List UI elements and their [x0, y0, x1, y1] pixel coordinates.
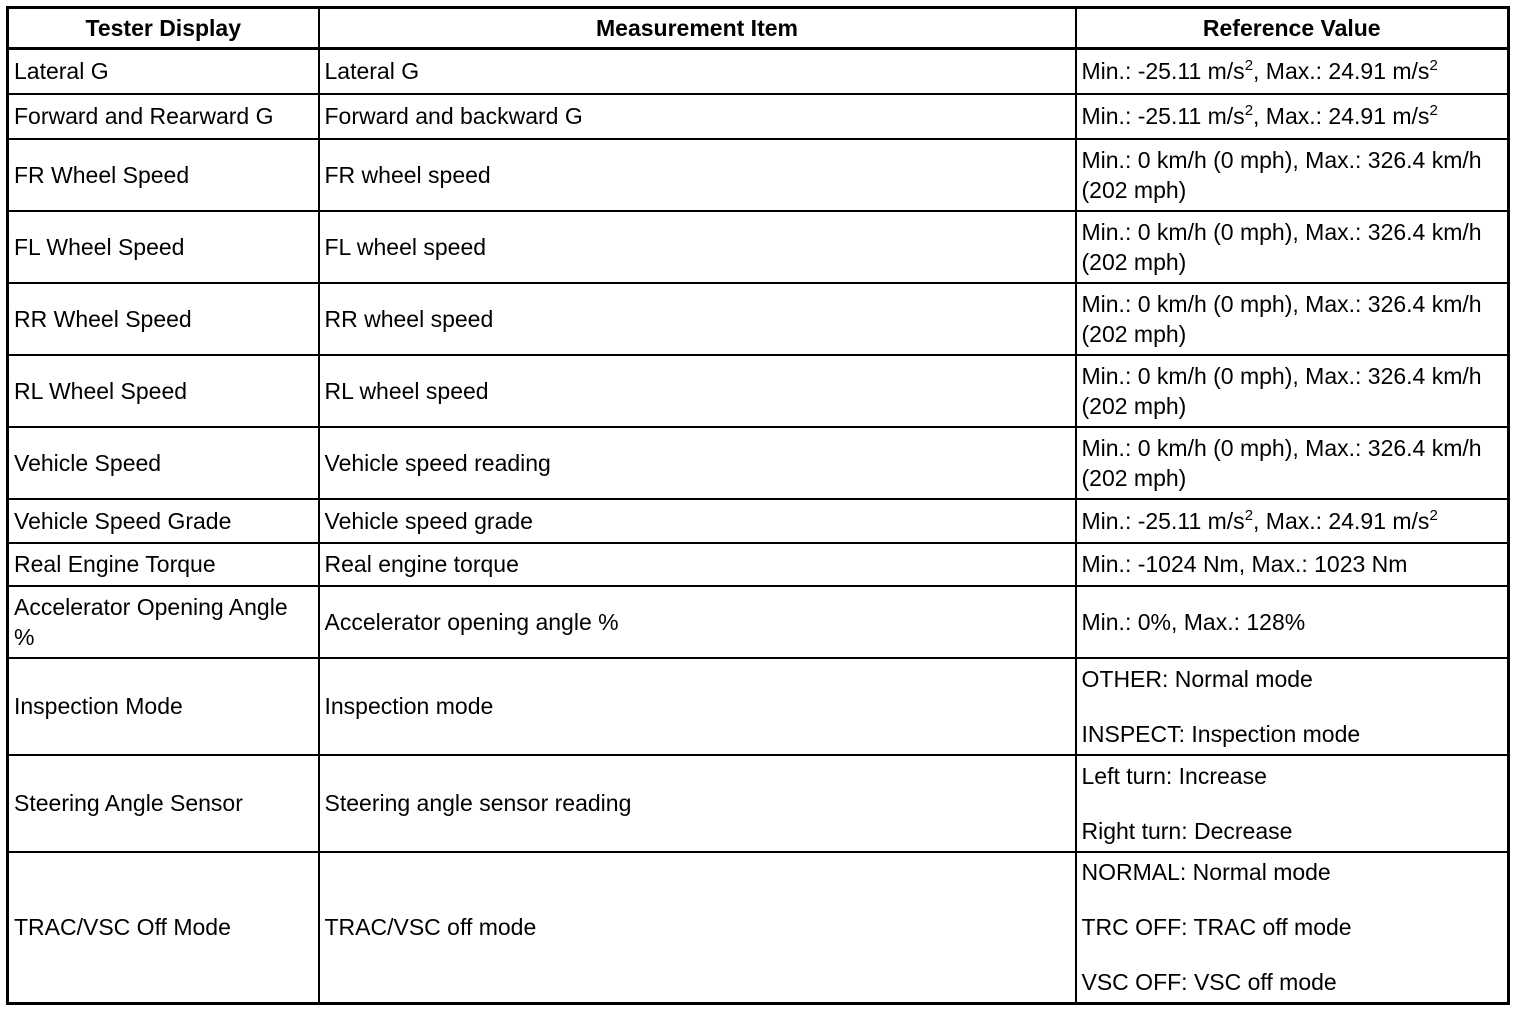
tester-display-cell: Real Engine Torque: [8, 543, 319, 586]
table-row: [8, 49, 1509, 94]
reference-value-cell: [1076, 543, 1509, 586]
header-reference-value: Reference Value: [1076, 8, 1509, 49]
reference-value-line: OTHER: Normal mode: [1081, 665, 1313, 692]
measurement-item-cell: Inspection mode: [319, 658, 1076, 755]
data-list-table: [6, 6, 1510, 1005]
reference-value-cell: [1076, 139, 1509, 211]
measurement-item-cell: FL wheel speed: [319, 211, 1076, 283]
tester-display-cell: Steering Angle Sensor: [8, 755, 319, 852]
measurement-item-cell: Forward and backward G: [319, 94, 1076, 139]
table-row: [8, 499, 1509, 543]
reference-value-line: Min.: 0 km/h (0 mph), Max.: 326.4 km/h (202 mph): [1081, 290, 1482, 347]
tester-display-cell: Accelerator Opening Angle %: [8, 586, 319, 658]
table-row: [8, 586, 1509, 658]
table-row: [8, 658, 1509, 755]
tester-display-cell: Vehicle Speed Grade: [8, 499, 319, 543]
reference-value-line: Min.: 0 km/h (0 mph), Max.: 326.4 km/h (202 mph): [1081, 362, 1482, 419]
header-tester-display: Tester Display: [8, 8, 319, 49]
reference-value-line: Min.: 0 km/h (0 mph), Max.: 326.4 km/h (202 mph): [1081, 146, 1482, 203]
tester-display-cell: FR Wheel Speed: [8, 139, 319, 211]
tester-display-cell: RL Wheel Speed: [8, 355, 319, 427]
reference-value-cell: [1076, 283, 1509, 355]
measurement-item-cell: RL wheel speed: [319, 355, 1076, 427]
reference-value-cell: [1076, 658, 1509, 755]
reference-value-line: NORMAL: Normal mode: [1081, 859, 1331, 886]
measurement-item-cell: RR wheel speed: [319, 283, 1076, 355]
reference-value-cell: [1076, 211, 1509, 283]
reference-value-line: INSPECT: Inspection mode: [1081, 720, 1361, 747]
reference-value-line: Min.: 0%, Max.: 128%: [1081, 608, 1306, 635]
measurement-item-cell: Steering angle sensor reading: [319, 755, 1076, 852]
reference-value-cell: [1076, 355, 1509, 427]
reference-value-line: Right turn: Decrease: [1081, 817, 1293, 844]
reference-value-cell: [1076, 49, 1509, 94]
reference-value-line: Min.: 0 km/h (0 mph), Max.: 326.4 km/h (202 mph): [1081, 218, 1482, 275]
measurement-item-cell: Real engine torque: [319, 543, 1076, 586]
reference-value-cell: [1076, 94, 1509, 139]
reference-value-line: Min.: 0 km/h (0 mph), Max.: 326.4 km/h (202 mph): [1081, 434, 1482, 491]
table-row: [8, 755, 1509, 852]
table-row: [8, 283, 1509, 355]
reference-value-line: Left turn: Increase: [1081, 762, 1267, 789]
reference-value-line: Min.: -25.11 $m/s^2$, Max.: 24.91 $m/s^2$: [1081, 506, 1438, 534]
tester-display-cell: RR Wheel Speed: [8, 283, 319, 355]
reference-value-cell: [1076, 499, 1509, 543]
reference-value-cell: [1076, 586, 1509, 658]
tester-display-cell: Forward and Rearward G: [8, 94, 319, 139]
reference-value-line: Min.: -25.11 $m/s^2$, Max.: 24.91 $m/s^2$: [1081, 102, 1438, 129]
reference-value-line: Min.: -25.11 $m/s^2$, Max.: 24.91 $m/s^2$: [1081, 57, 1438, 85]
table-header-row: [8, 8, 1509, 49]
measurement-item-cell: FR wheel speed: [319, 139, 1076, 211]
measurement-item-cell: Accelerator opening angle %: [319, 586, 1076, 658]
tester-display-cell: TRAC/VSC Off Mode: [8, 852, 319, 1004]
tester-display-cell: Vehicle Speed: [8, 427, 319, 499]
table-row: [8, 94, 1509, 139]
reference-value-line: TRC OFF: TRAC off mode: [1081, 914, 1352, 941]
table-row: [8, 355, 1509, 427]
reference-value-line: Min.: -1024 Nm, Max.: 1023 Nm: [1081, 551, 1408, 577]
reference-value-cell: [1076, 427, 1509, 499]
tester-display-cell: FL Wheel Speed: [8, 211, 319, 283]
measurement-item-cell: Lateral G: [319, 49, 1076, 94]
table-row: [8, 543, 1509, 586]
table-row: [8, 139, 1509, 211]
table-row: [8, 211, 1509, 283]
reference-value-line: VSC OFF: VSC off mode: [1081, 969, 1337, 996]
tester-display-cell: Lateral G: [8, 49, 319, 94]
measurement-item-cell: Vehicle speed grade: [319, 499, 1076, 543]
header-measurement-item: Measurement Item: [319, 8, 1076, 49]
measurement-item-cell: Vehicle speed reading: [319, 427, 1076, 499]
reference-value-cell: [1076, 852, 1509, 1004]
table-row: [8, 852, 1509, 1004]
table-row: [8, 427, 1509, 499]
reference-value-cell: [1076, 755, 1509, 852]
tester-display-cell: Inspection Mode: [8, 658, 319, 755]
measurement-item-cell: TRAC/VSC off mode: [319, 852, 1076, 1004]
